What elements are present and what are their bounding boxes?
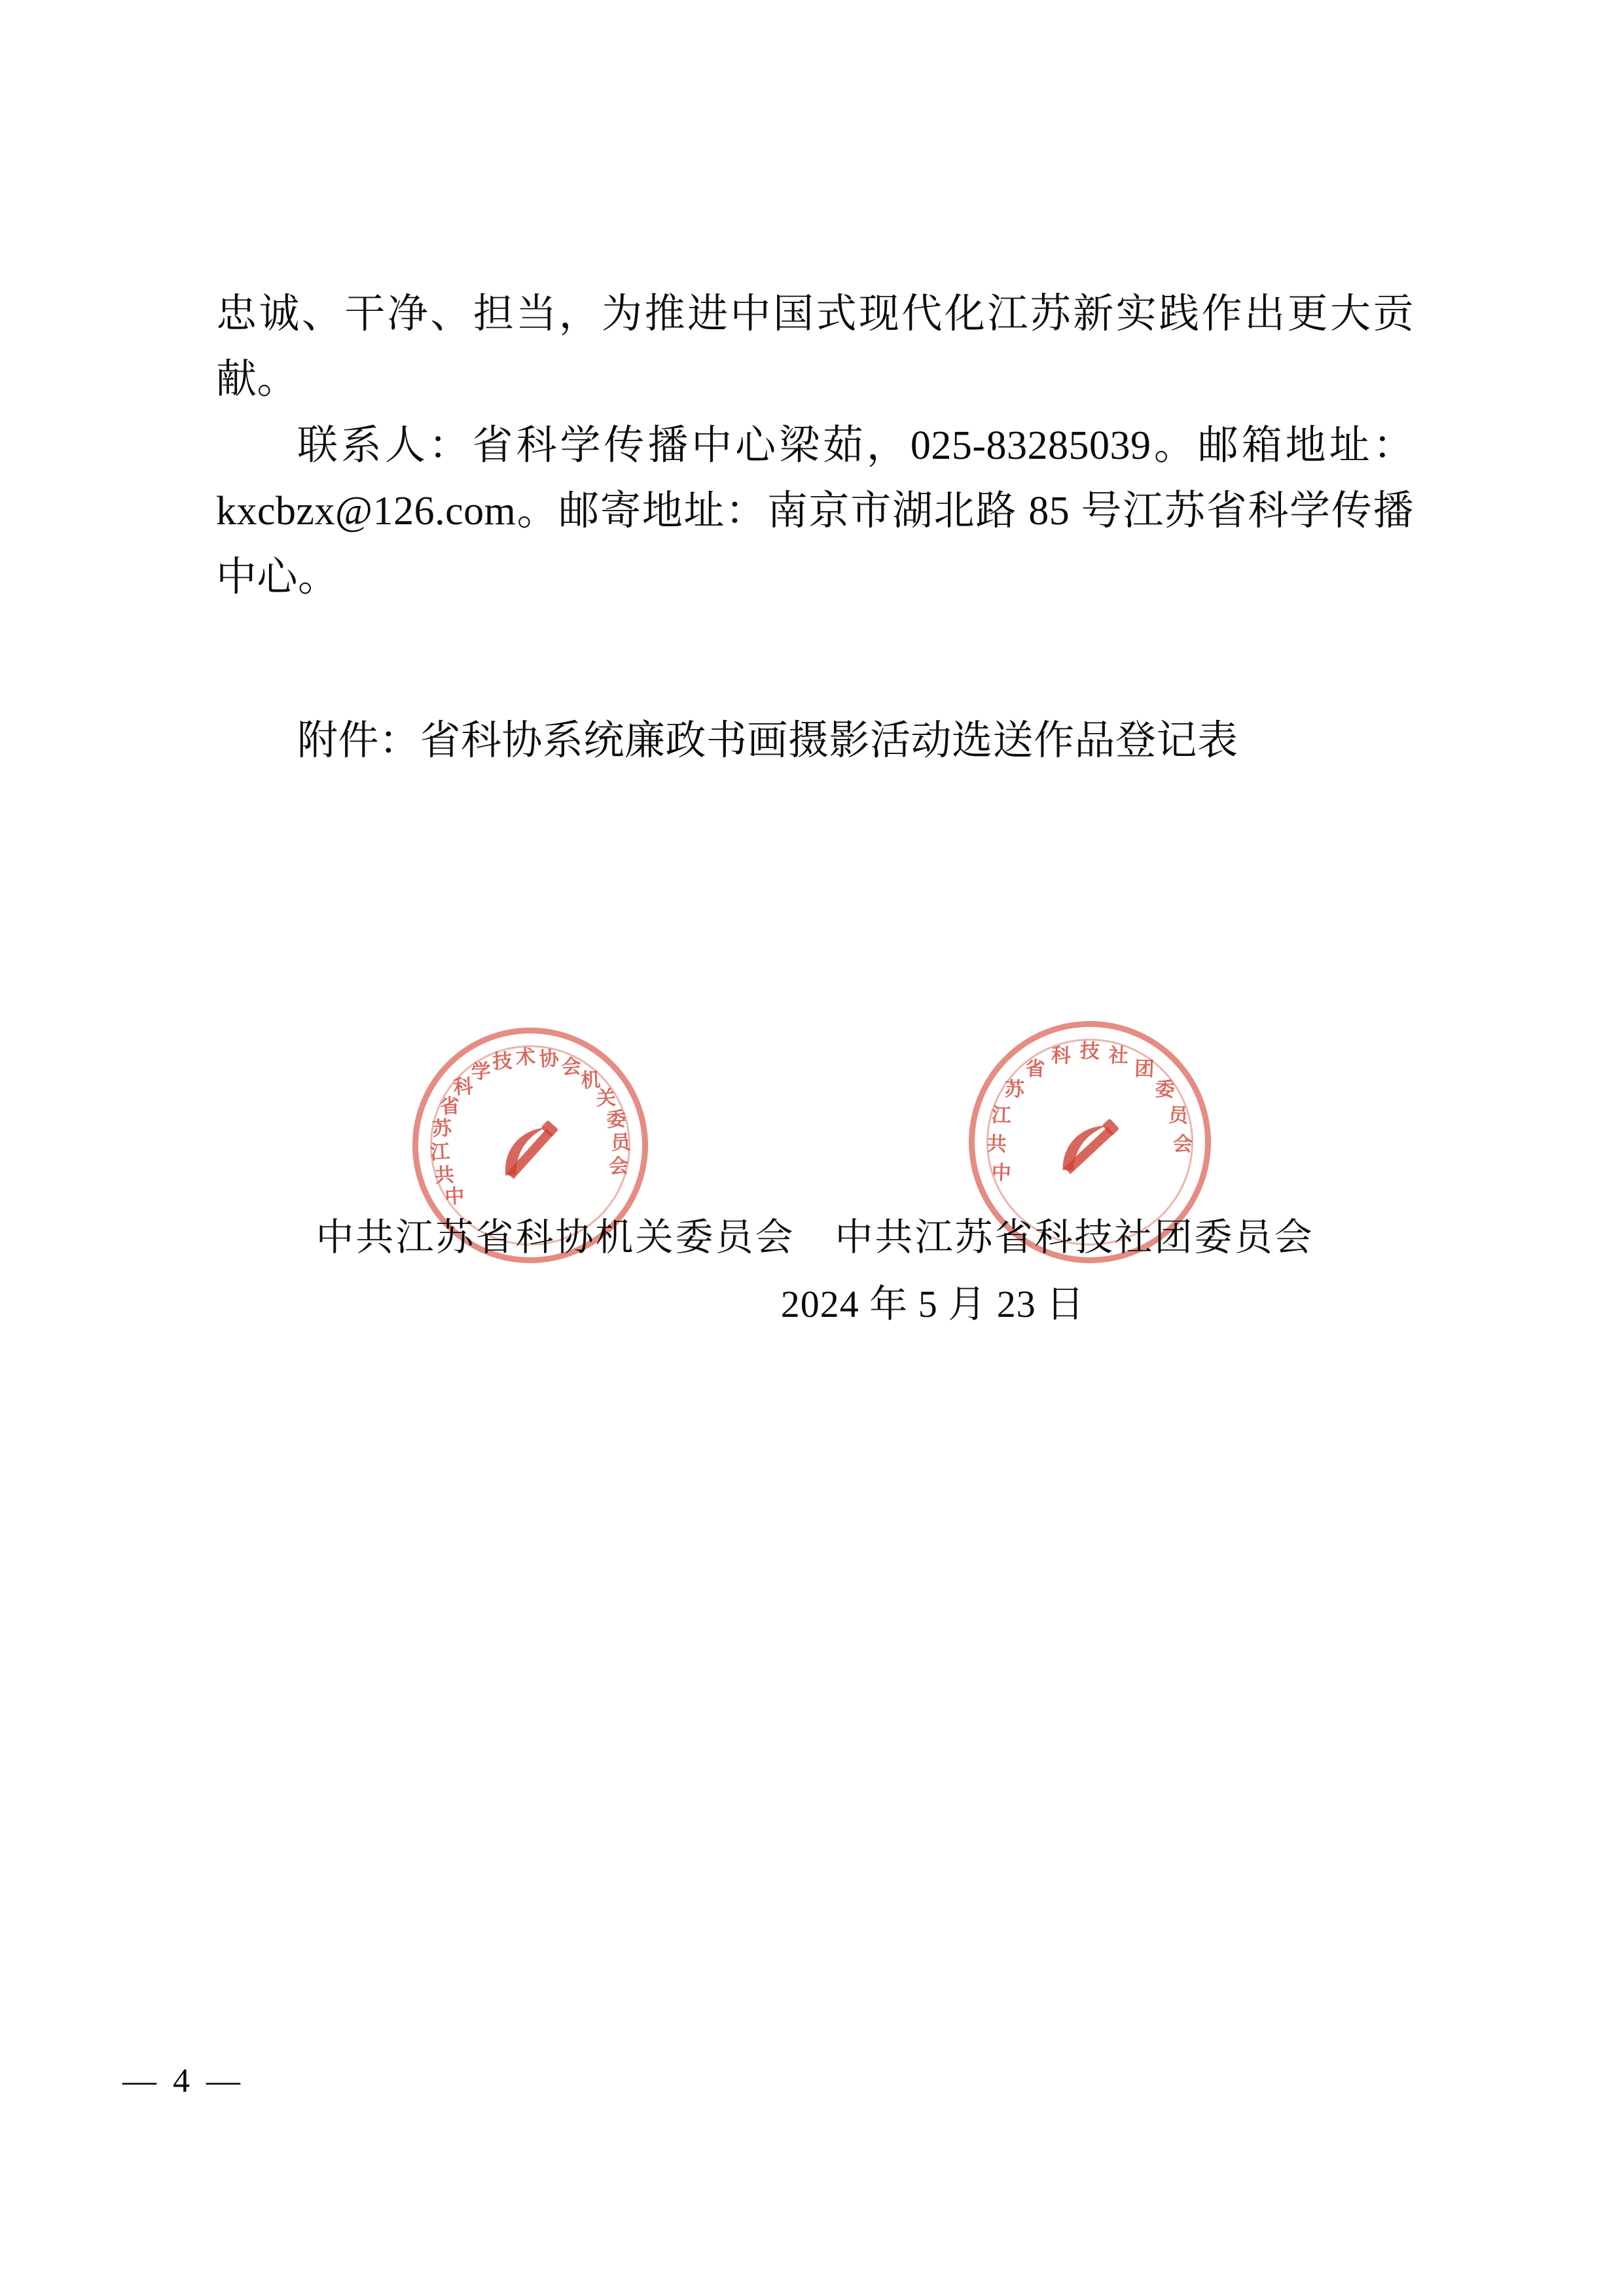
page-number: — 4 — <box>122 2062 244 2100</box>
hammer-sickle-emblem <box>490 1112 572 1188</box>
signature-line: 中共江苏省科协机关委员会 中共江苏省科技社团委员会 <box>316 1216 1314 1259</box>
signature-block <box>216 1204 1414 1337</box>
signature-date: 2024 年 5 月 23 日 <box>780 1282 1085 1325</box>
paragraph-2: 联系人：省科学传播中心梁茹，025-83285039。邮箱地址：kxcbzx@126.com。邮寄地址：南京市湖北路 85 号江苏省科学传播中心。 <box>216 423 1414 600</box>
seal-ring-text-right: 中 共 江 苏 省 科 技 社 团 委 员 会 <box>986 1040 1193 1185</box>
paragraph-1: 忠诚、干净、担当，为推进中国式现代化江苏新实践作出更大贡献。 <box>216 292 1414 403</box>
spacer <box>216 610 1414 708</box>
attachment-line: 附件：省科协系统廉政书画摄影活动选送作品登记表 <box>297 719 1238 764</box>
hammer-sickle-emblem <box>1049 1109 1130 1184</box>
seal-ring-text-left: 中 共 江 苏 省 科 学 技 术 协 会 机 关 委 员 会 <box>429 1046 631 1208</box>
document-body <box>216 281 1414 774</box>
